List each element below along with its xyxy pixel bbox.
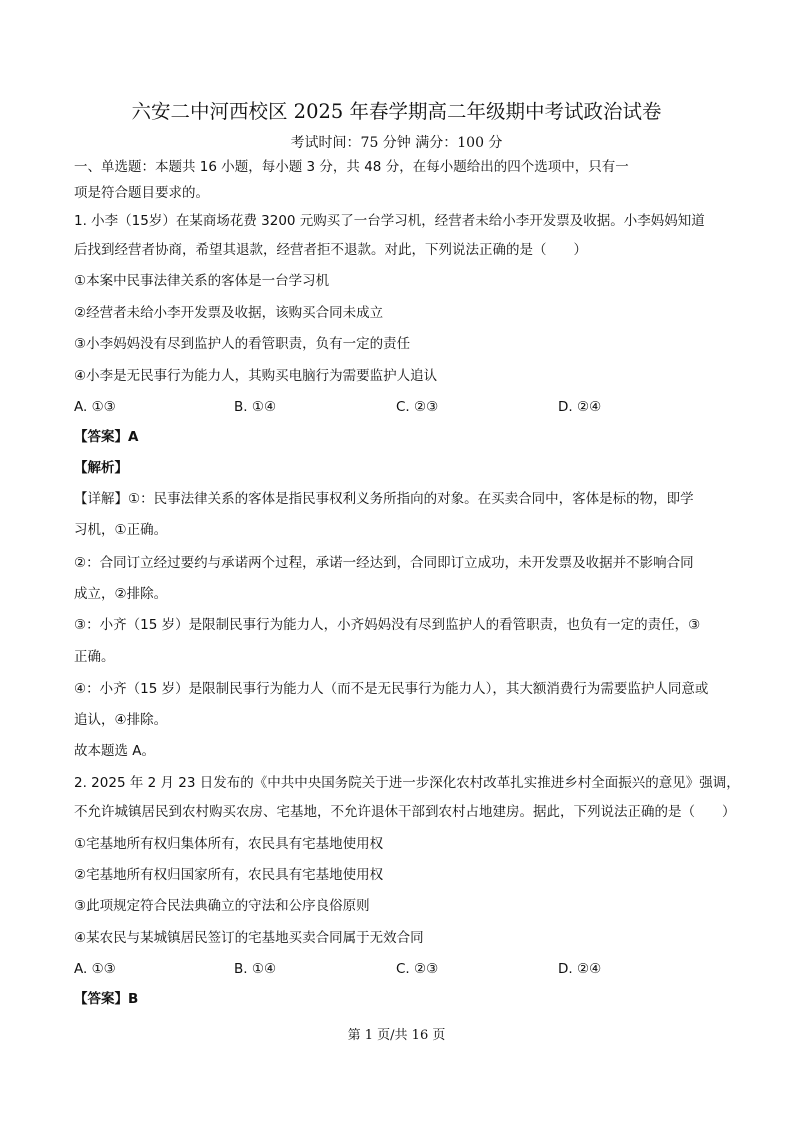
q1-analysis-label: 【解析】: [74, 460, 128, 476]
exam-info: 考试时间：75 分钟 满分：100 分: [290, 135, 503, 151]
q1-option-c: C. ②③: [396, 399, 439, 415]
q1-answer: 【答案】A: [74, 429, 139, 445]
q1-detail-line-2: 习机，①正确。: [74, 522, 168, 538]
q1-statement-3: ③小李妈妈没有尽到监护人的看管职责，负有一定的责任: [74, 336, 411, 352]
q2-stem-line-2: 不允许城镇居民到农村购买农房、宅基地，不允许退休干部到农村占地建房。据此，下列说法正确的是（ ）: [74, 804, 736, 820]
q2-option-b: B. ①④: [234, 961, 277, 977]
q2-stem-line-1: 2. 2025 年 2 月 23 日发布的《中共中央国务院关于进一步深化农村改革扎实推进乡村全面振兴的意见》强调，: [74, 775, 740, 791]
page-number: 第 1 页/共 16 页: [347, 1028, 446, 1043]
q2-statement-1: ①宅基地所有权归集体所有，农民具有宅基地使用权: [74, 836, 384, 852]
q2-statement-3: ③此项规定符合民法典确立的守法和公序良俗原则: [74, 898, 370, 914]
section-heading-line-2: 项是符合题目要求的。: [74, 185, 209, 201]
q1-detail-line-3: ②：合同订立经过要约与承诺两个过程，承诺一经达到，合同即订立成功，未开发票及收据并不影响合同: [74, 555, 694, 571]
q1-option-d: D. ②④: [558, 399, 602, 415]
q1-detail-line-1: 【详解】①：民事法律关系的客体是指民事权利义务所指向的对象。在买卖合同中，客体是标的物，即学: [74, 491, 694, 507]
q2-option-d: D. ②④: [558, 961, 602, 977]
q1-stem-line-1: 1. 小李（15岁）在某商场花费 3200 元购买了一台学习机，经营者未给小李开发票及收据。小李妈妈知道: [74, 213, 705, 229]
q2-answer: 【答案】B: [74, 991, 139, 1007]
q1-detail-line-4: 成立，②排除。: [74, 586, 168, 602]
q1-statement-1: ①本案中民事法律关系的客体是一台学习机: [74, 273, 330, 289]
q2-option-a: A. ①③: [74, 961, 116, 977]
q1-stem-line-2: 后找到经营者协商，希望其退款，经营者拒不退款。对此，下列说法正确的是（ ）: [74, 242, 587, 258]
q1-detail-line-8: 追认，④排除。: [74, 712, 168, 728]
q1-detail-line-7: ④：小齐（15 岁）是限制民事行为能力人（而不是无民事行为能力人），其大额消费行为需要监护人同意或: [74, 681, 709, 697]
page-title: 六安二中河西校区 2025 年春学期高二年级期中考试政治试卷: [131, 100, 662, 123]
q1-option-b: B. ①④: [234, 399, 277, 415]
section-heading-line-1: 一、单选题：本题共 16 小题，每小题 3 分，共 48 分，在每小题给出的四个选项中，只有一: [74, 159, 629, 175]
q1-option-a: A. ①③: [74, 399, 116, 415]
q2-statement-2: ②宅基地所有权归国家所有，农民具有宅基地使用权: [74, 867, 384, 883]
q1-detail-line-6: 正确。: [74, 649, 115, 665]
q2-option-c: C. ②③: [396, 961, 439, 977]
q1-statement-2: ②经营者未给小李开发票及收据，该购买合同未成立: [74, 305, 384, 321]
q1-statement-4: ④小李是无民事行为能力人，其购买电脑行为需要监护人追认: [74, 368, 438, 384]
q2-statement-4: ④某农民与某城镇居民签订的宅基地买卖合同属于无效合同: [74, 930, 424, 946]
q1-detail-line-5: ③：小齐（15 岁）是限制民事行为能力人，小齐妈妈没有尽到监护人的看管职责，也负有一定的责任，③: [74, 617, 701, 633]
q1-detail-line-9: 故本题选 A。: [74, 743, 156, 759]
